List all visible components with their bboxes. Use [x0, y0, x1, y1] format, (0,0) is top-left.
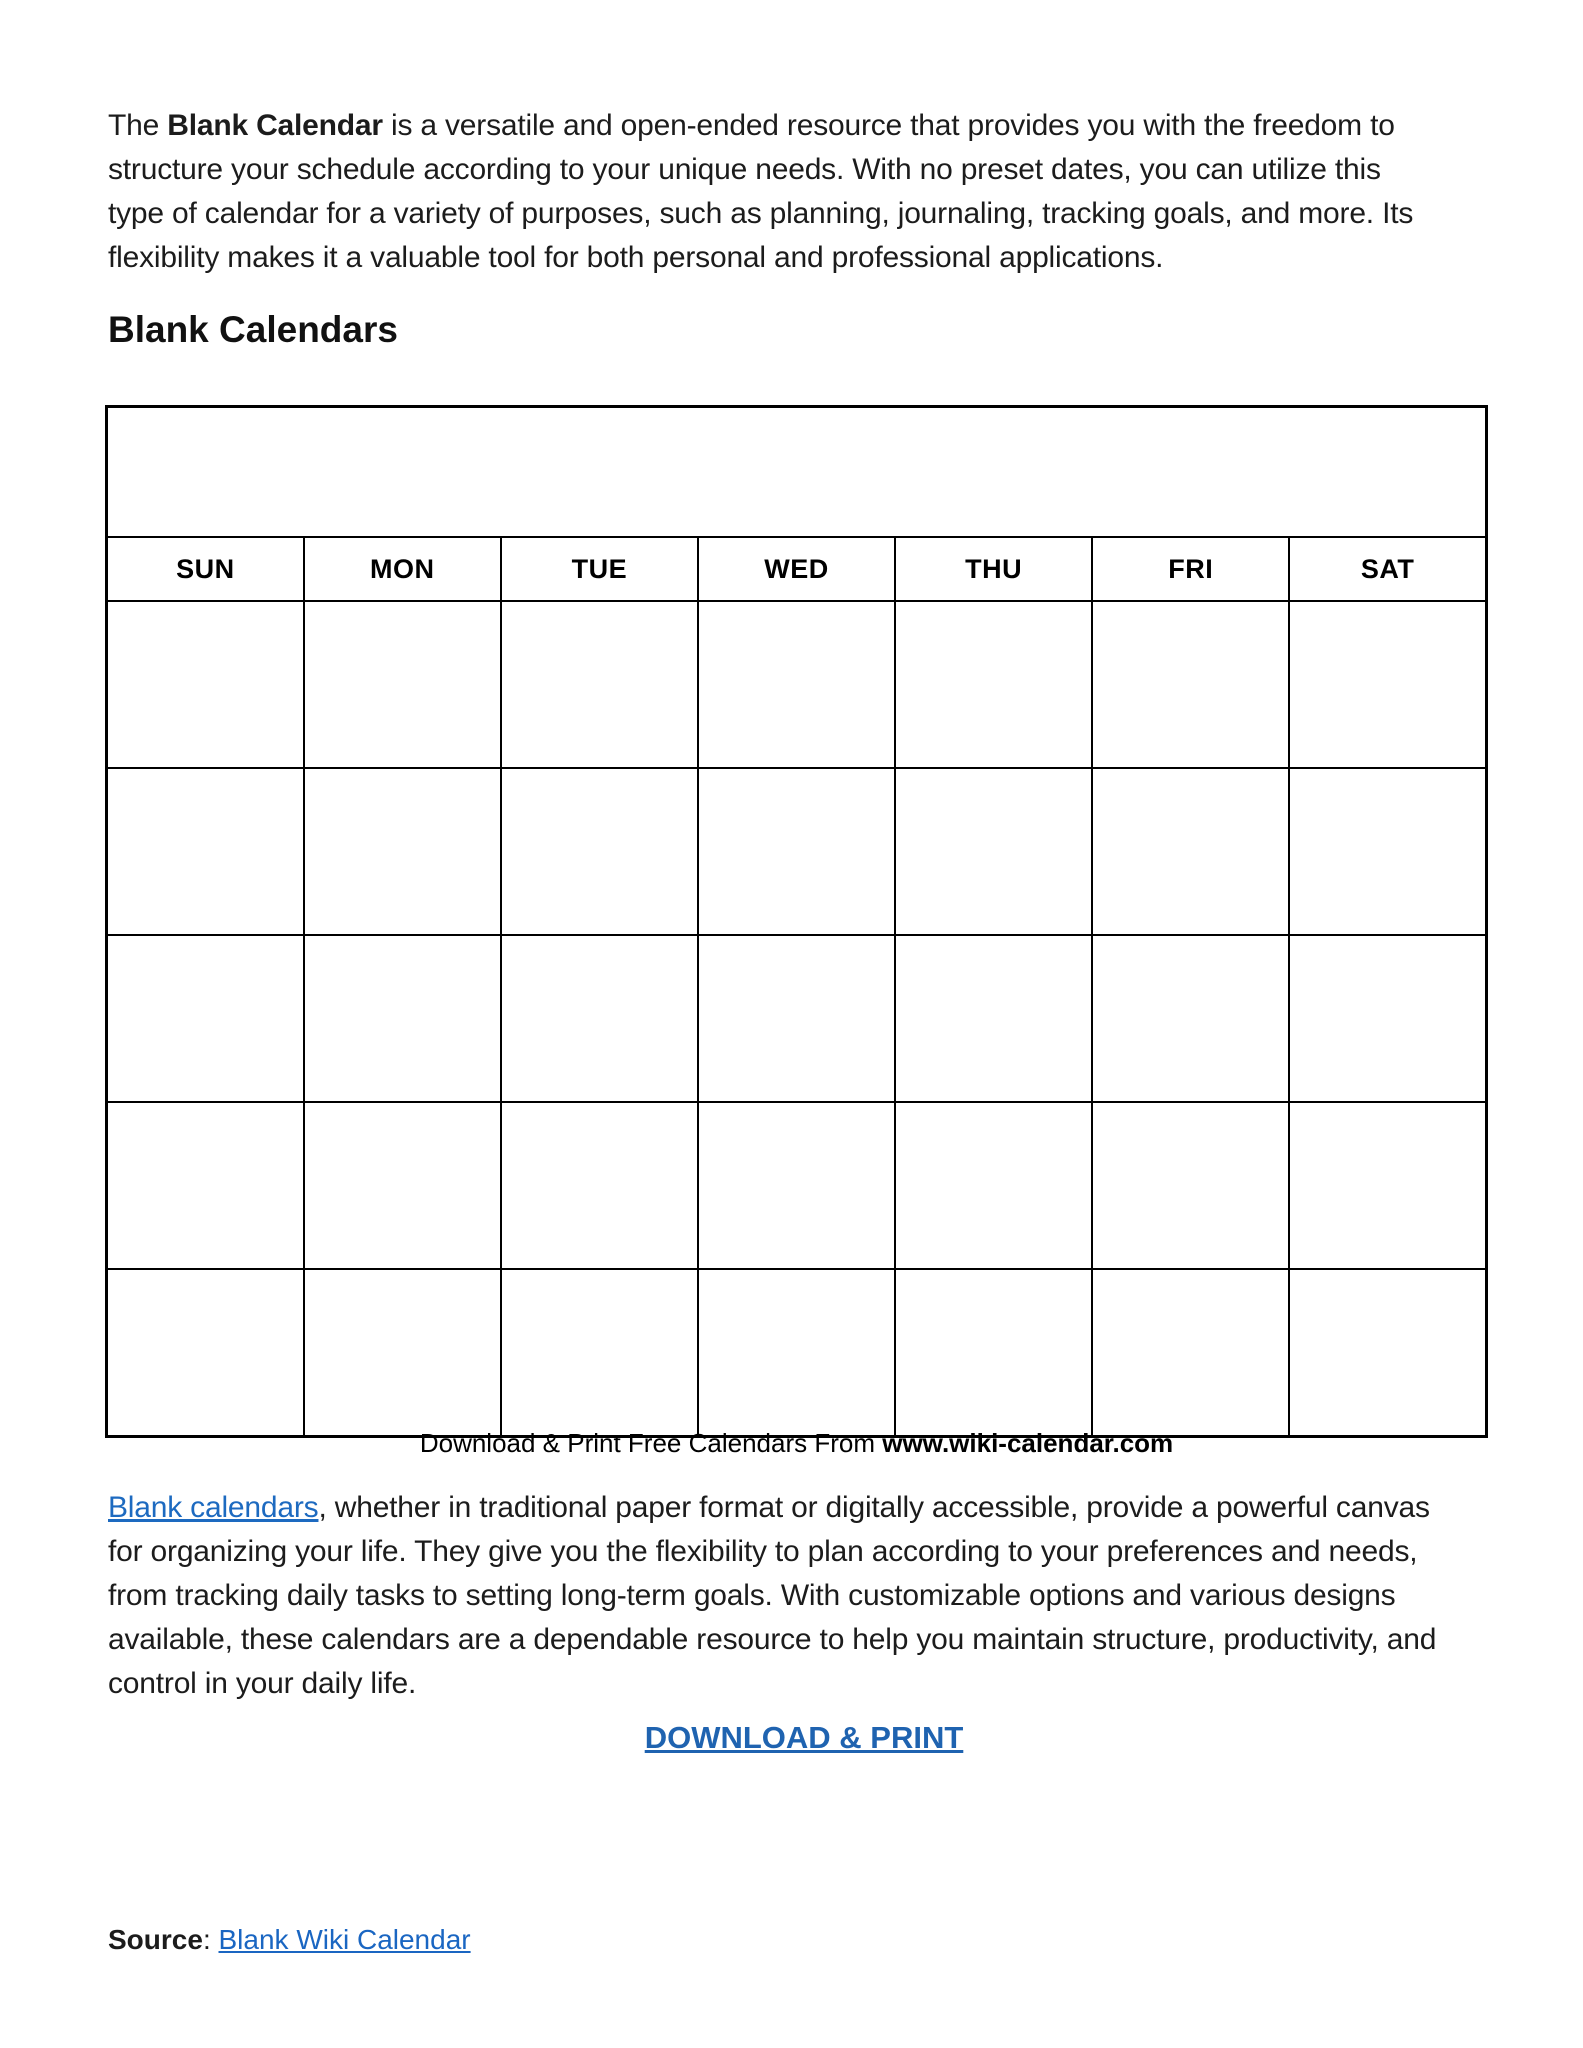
day-header-tue: TUE [501, 537, 698, 601]
calendar-cell [895, 935, 1092, 1102]
day-header-sat: SAT [1289, 537, 1486, 601]
calendar-cell [304, 1269, 501, 1437]
calendar-day-header-row [107, 537, 1487, 601]
calendar-cell [698, 768, 895, 935]
calendar-cell [501, 935, 698, 1102]
body-line-2: for organizing your life. They give you the flexibility to plan according to your preferences and needs, [108, 1535, 1418, 1568]
intro-line-4: flexibility makes it a valuable tool for both personal and professional applications. [108, 241, 1164, 274]
intro-paragraph [108, 104, 1413, 280]
blank-calendars-link[interactable]: Blank calendars [108, 1491, 319, 1524]
body-line-1 [108, 1486, 1436, 1530]
source-separator: : [202, 1924, 219, 1955]
calendar-cell [1289, 768, 1486, 935]
calendar-cell [1289, 1269, 1486, 1437]
calendar-cell [698, 1269, 895, 1437]
intro-line1-rest: is a versatile and open-ended resource that provides you with the freedom to [382, 109, 1395, 142]
calendar-week-row [107, 601, 1487, 768]
calendar-caption [105, 1426, 1488, 1460]
calendar-cell [501, 768, 698, 935]
calendar-cell [698, 1102, 895, 1269]
source-link[interactable]: Blank Wiki Calendar [218, 1924, 471, 1955]
calendar-cell [698, 935, 895, 1102]
download-print-link[interactable]: DOWNLOAD & PRINT [644, 1720, 964, 1755]
calendar-cell [501, 1102, 698, 1269]
calendar-cell [1092, 1269, 1289, 1437]
calendar-cell [895, 601, 1092, 768]
calendar-cell [107, 768, 304, 935]
calendar-week-row [107, 1269, 1487, 1437]
calendar-cell [1092, 935, 1289, 1102]
source-label: Source [108, 1924, 203, 1955]
calendar-cell [1289, 935, 1486, 1102]
body-line-5: control in your daily life. [108, 1667, 417, 1700]
calendar-week-row [107, 935, 1487, 1102]
download-print-row [108, 1716, 1500, 1760]
body-line1-rest: , whether in traditional paper format or digitally accessible, provide a powerful canvas [318, 1491, 1430, 1524]
calendar-cell [1289, 601, 1486, 768]
calendar-cell [895, 768, 1092, 935]
calendar-month-title-box [107, 407, 1487, 538]
calendar-cell [895, 1102, 1092, 1269]
intro-line1-prefix: The [108, 109, 168, 142]
intro-line-3: type of calendar for a variety of purposes, such as planning, journaling, tracking goals, and more. Its [108, 197, 1414, 230]
day-header-mon: MON [304, 537, 501, 601]
body-paragraph [108, 1486, 1436, 1706]
calendar-cell [1092, 601, 1289, 768]
section-heading: Blank Calendars [108, 309, 398, 350]
calendar-month-title-row [107, 407, 1487, 538]
calendar-cell [304, 1102, 501, 1269]
day-header-fri: FRI [1092, 537, 1289, 601]
calendar-cell [304, 768, 501, 935]
calendar-week-row [107, 768, 1487, 935]
calendar-cell [501, 601, 698, 768]
day-header-wed: WED [698, 537, 895, 601]
calendar-cell [698, 601, 895, 768]
calendar-cell [107, 1269, 304, 1437]
body-line-3: from tracking daily tasks to setting long-term goals. With customizable options and various designs [108, 1579, 1396, 1612]
body-line-4: available, these calendars are a dependable resource to help you maintain structure, productivity, and [108, 1623, 1437, 1656]
caption-website: www.wiki-calendar.com [882, 1428, 1174, 1458]
source-line [108, 1922, 471, 1958]
calendar-cell [501, 1269, 698, 1437]
intro-line-1 [108, 104, 1413, 148]
calendar-week-row [107, 1102, 1487, 1269]
calendar-cell [1092, 768, 1289, 935]
blank-calendar-image [105, 405, 1488, 1438]
calendar-cell [1092, 1102, 1289, 1269]
day-header-thu: THU [895, 537, 1092, 601]
intro-line-2: structure your schedule according to your unique needs. With no preset dates, you can utilize this [108, 153, 1381, 186]
caption-text: Download & Print Free Calendars From [419, 1428, 883, 1458]
calendar-cell [895, 1269, 1092, 1437]
calendar-table [105, 405, 1488, 1438]
day-header-sun: SUN [107, 537, 304, 601]
calendar-cell [304, 601, 501, 768]
calendar-cell [107, 601, 304, 768]
intro-line1-bold: Blank Calendar [167, 109, 383, 142]
calendar-cell [107, 935, 304, 1102]
calendar-cell [304, 935, 501, 1102]
calendar-cell [1289, 1102, 1486, 1269]
calendar-cell [107, 1102, 304, 1269]
